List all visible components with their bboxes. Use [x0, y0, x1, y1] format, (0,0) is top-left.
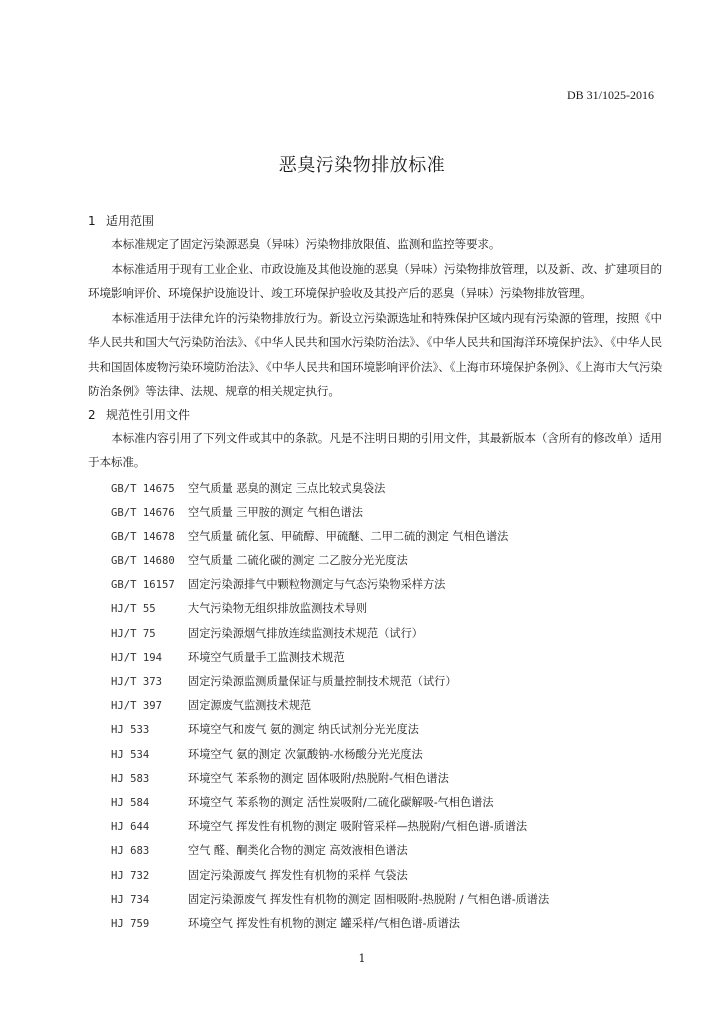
section-title: 规范性引用文件	[106, 407, 191, 422]
reference-title: 空气质量 恶臭的测定 三点比较式臭袋法	[188, 481, 386, 495]
reference-code: GB/T 16157	[111, 579, 175, 592]
reference-code: HJ 759	[111, 917, 150, 930]
reference-list	[88, 477, 662, 937]
reference-title: 固定污染源废气 挥发性有机物的采样 气袋法	[188, 868, 408, 882]
reference-code: GB/T 14678	[111, 530, 175, 543]
reference-title: 空气 醛、酮类化合物的测定 高效液相色谱法	[188, 844, 408, 858]
reference-code: GB/T 14680	[111, 555, 175, 568]
reference-item	[88, 743, 662, 767]
reference-item	[88, 501, 662, 525]
reference-title: 固定源废气监测技术规范	[188, 699, 312, 713]
reference-item	[88, 912, 662, 936]
reference-code: HJ/T 373	[111, 676, 163, 688]
reference-code: HJ/T 75	[111, 627, 156, 640]
document-code: DB 31/1025-2016	[567, 88, 654, 102]
section-number: 2	[88, 407, 96, 422]
page-number: 1	[358, 952, 366, 965]
reference-title: 大气污染物无组织排放监测技术导则	[188, 602, 368, 616]
section-number: 1	[88, 214, 96, 228]
reference-title: 固定污染源排气中颗粒物测定与气态污染物采样方法	[188, 578, 446, 592]
paragraph: 本标准适用于现有工业企业、市政设施及其他设施的恶臭（异味）污染物排放管理，以及新、改、扩建项目的环境影响评价、环境保护设施设计、竣工环境保护验收及其投产后的恶臭（异味）污染物排放管理。	[88, 261, 662, 300]
reference-code: HJ/T 55	[111, 603, 156, 616]
reference-item	[88, 888, 662, 912]
document-title: 恶臭污染物排放标准	[278, 155, 446, 176]
reference-code: HJ 644	[111, 821, 150, 834]
reference-code: HJ 534	[111, 748, 150, 761]
reference-code: GB/T 14675	[111, 482, 175, 495]
reference-code: HJ 533	[111, 724, 150, 737]
reference-item	[88, 622, 662, 646]
reference-title: 空气质量 硫化氢、甲硫醇、甲硫醚、二甲二硫的测定 气相色谱法	[188, 529, 509, 543]
paragraph: 本标准规定了固定污染源恶臭（异味）污染物排放限值、监测和监控等要求。	[111, 237, 501, 251]
reference-code: HJ 583	[111, 772, 150, 785]
section-heading	[88, 210, 662, 232]
reference-item	[88, 646, 662, 670]
reference-item	[88, 864, 662, 888]
reference-title: 环境空气质量手工监测技术规范	[188, 650, 345, 664]
section-normative-references	[88, 404, 662, 937]
reference-title: 环境空气 挥发性有机物的测定 罐采样/气相色谱-质谱法	[188, 916, 460, 930]
reference-item	[88, 694, 662, 718]
reference-title: 环境空气和废气 氨的测定 纳氏试剂分光光度法	[188, 723, 419, 737]
reference-title: 固定污染源废气 挥发性有机物的测定 固相吸附-热脱附 / 气相色谱-质谱法	[188, 892, 550, 906]
reference-code: HJ 734	[111, 893, 150, 906]
reference-item	[88, 597, 662, 621]
reference-item	[88, 767, 662, 791]
reference-code: HJ 732	[111, 869, 150, 882]
reference-code: HJ/T 397	[111, 700, 163, 713]
reference-title: 环境空气 氨的测定 次氯酸钠-水杨酸分光光度法	[188, 747, 423, 761]
reference-title: 固定污染源监测质量保证与质量控制技术规范（试行）	[188, 675, 457, 688]
section-heading	[88, 404, 662, 426]
reference-item	[88, 549, 662, 573]
reference-item	[88, 839, 662, 863]
reference-title: 环境空气 挥发性有机物的测定 吸附管采样—热脱附/气相色谱-质谱法	[188, 820, 528, 834]
reference-item	[88, 477, 662, 501]
reference-item	[88, 791, 662, 815]
reference-title: 空气质量 三甲胺的测定 气相色谱法	[188, 505, 363, 519]
reference-code: HJ/T 194	[111, 651, 163, 664]
section-title: 适用范围	[106, 214, 155, 228]
reference-item	[88, 718, 662, 742]
paragraph: 本标准内容引用了下列文件或其中的条款。凡是不注明日期的引用文件，其最新版本（含所有的修改单）适用于本标准。	[88, 430, 662, 469]
reference-item	[88, 525, 662, 549]
paragraph: 本标准适用于法律允许的污染物排放行为。新设立污染源选址和特殊保护区域内现有污染源的管理，按照《中华人民共和国大气污染防治法》、《中华人民共和国水污染防治法》、《中华人民共和国海洋环境保护法》、《中华人民共和国固体废物污染环境防治法》、《中华人民共和国环境影响评价法》、《上海市环境保护条例》、《上海市大气污染防治条例》等法律、法规、规章的相关规定执行。	[88, 310, 662, 398]
reference-title: 空气质量 二硫化碳的测定 二乙胺分光光度法	[188, 554, 408, 568]
reference-title: 环境空气 苯系物的测定 活性炭吸附/二硫化碳解吸-气相色谱法	[188, 795, 494, 809]
section-scope	[88, 210, 662, 404]
reference-title: 固定污染源烟气排放连续监测技术规范（试行）	[188, 626, 423, 640]
reference-code: GB/T 14676	[111, 506, 175, 519]
document-body	[88, 210, 662, 936]
reference-code: HJ 683	[111, 845, 150, 858]
reference-code: HJ 584	[111, 796, 150, 809]
reference-item	[88, 815, 662, 839]
reference-item	[88, 670, 662, 694]
reference-item	[88, 573, 662, 597]
reference-title: 环境空气 苯系物的测定 固体吸附/热脱附-气相色谱法	[188, 771, 449, 785]
